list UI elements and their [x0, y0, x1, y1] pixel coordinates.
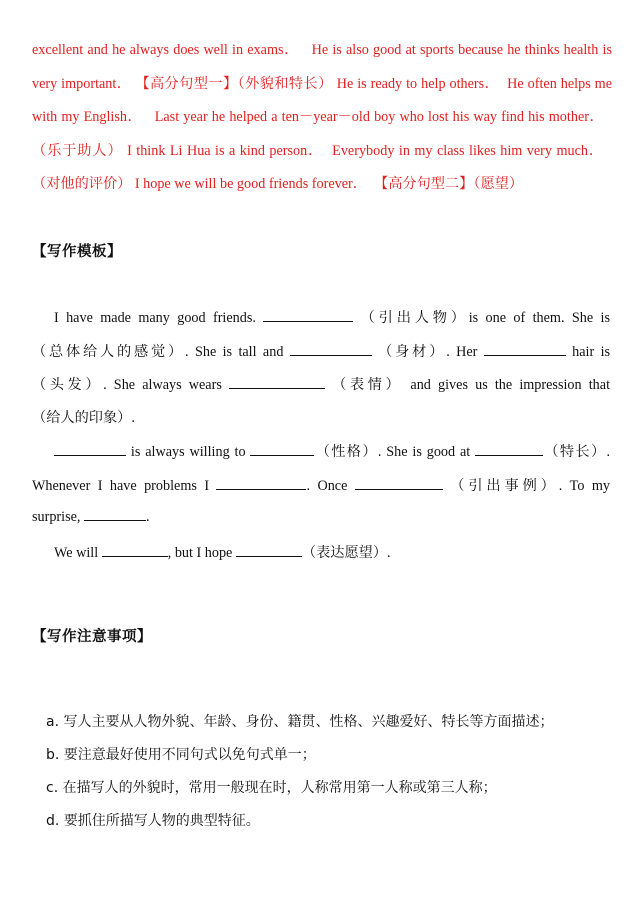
template-text: （总体给人的感觉）. She is tall and — [32, 344, 284, 360]
blank — [229, 376, 325, 389]
template-text: is always willing to — [130, 444, 246, 460]
annotation-tag: （对他的评价） — [32, 176, 132, 192]
template-line — [32, 341, 610, 361]
annotation-tag: （乐于助人） — [32, 142, 123, 159]
sentence: He is ready to help others． — [336, 75, 500, 92]
blank — [102, 544, 168, 557]
template-text: （表达愿望）. — [301, 545, 391, 561]
template-text: （引出人物）is one of them. She is — [360, 310, 610, 326]
template-text: I have made many good friends. — [54, 310, 256, 326]
sentence: He often helps me with my English． — [32, 75, 613, 125]
sentence: Last year he helped a ten－year－old boy who lost his way find his mother． — [154, 109, 605, 125]
annotation-tag: （外貌和特长） — [237, 75, 333, 92]
template-line — [32, 307, 610, 327]
template-text: . — [146, 509, 150, 525]
sentence: I hope we will be good friends forever． — [134, 176, 367, 192]
sentence: Everybody in my class likes him very much． — [332, 142, 604, 159]
notes-heading: 【写作注意事项】 — [32, 629, 152, 645]
template-text: surprise, — [32, 509, 81, 525]
blank — [84, 508, 146, 521]
blank — [475, 443, 543, 456]
template-text: （性格）. She is good at — [314, 444, 471, 460]
template-heading: 【写作模板】 — [32, 244, 122, 260]
template-text: （头发）. She always wears — [32, 377, 222, 393]
blank — [250, 443, 314, 456]
template-line — [32, 508, 610, 526]
annotation-tag: 【高分句型二】 — [374, 176, 474, 192]
blank — [355, 477, 443, 490]
blank — [263, 309, 353, 322]
template-text: （引出事例）. To my — [450, 478, 611, 494]
template-line — [32, 374, 610, 394]
template-text: . Once — [306, 478, 348, 494]
blank — [216, 477, 306, 490]
blank — [484, 343, 566, 356]
note-item: b. 要注意最好使用不同句式以免句式单一； — [46, 747, 316, 763]
note-item: c. 在描写人的外貌时，常用一般现在时，人称常用第一人称或第三人称； — [46, 780, 497, 796]
template-line — [32, 542, 610, 562]
sentence: He is also good at sports because he thinks health is very important． — [32, 42, 612, 92]
template-text: （表情） and gives us the impression that — [332, 377, 611, 393]
template-text: We will — [54, 545, 99, 561]
template-line — [32, 475, 610, 495]
blank — [54, 443, 126, 456]
template-text: , but I hope — [167, 545, 233, 561]
blank — [236, 544, 302, 557]
annotation-tag: 【高分句型一】 — [135, 75, 238, 92]
sentence: I think Li Hua is a kind person． — [127, 142, 324, 159]
template-line — [32, 441, 610, 461]
annotation-tag: （愿望） — [473, 176, 524, 192]
template-text: （特长）. — [543, 444, 611, 460]
sample-essay — [32, 34, 612, 202]
sentence: excellent and he always does well in exams． — [32, 42, 300, 58]
template-text: Whenever I have problems I — [32, 478, 210, 494]
template-text: （身材）. Her — [378, 344, 478, 360]
template-text: （给人的印象）. — [32, 410, 135, 426]
note-item: a. 写人主要从人物外貌、年龄、身份、籍贯、性格、兴趣爱好、特长等方面描述； — [46, 714, 554, 730]
note-item: d. 要抓住所描写人物的典型特征。 — [46, 813, 260, 829]
template-line — [32, 407, 610, 427]
template-text: hair is — [572, 344, 611, 360]
blank — [290, 343, 372, 356]
